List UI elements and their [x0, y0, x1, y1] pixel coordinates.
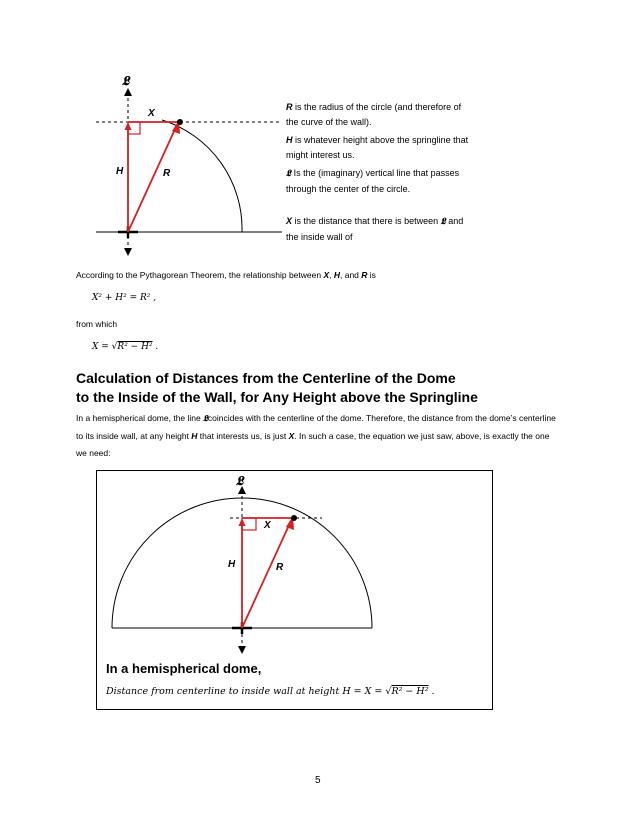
figure-2-label-h: H	[228, 559, 236, 570]
dome-wall-point	[291, 515, 297, 521]
wall-arc	[162, 120, 242, 232]
wall-point	[177, 119, 183, 125]
caption-equation: Distance from centerline to inside wall at height H = X = √R² − H² .	[106, 686, 435, 697]
note-l: 𝕷 Is the (imaginary) vertical line that passes through the center of the circle.	[286, 168, 460, 194]
note-r: R is the radius of the circle (and therefore of the curve of the wall).	[286, 102, 462, 127]
figure-2-label-x: X	[264, 520, 271, 531]
figure-2-label-r: R	[276, 562, 284, 573]
equation-pythagorean: X² + H² = R² ,	[92, 293, 157, 303]
figure-1-centerline-symbol: 𝕷	[122, 74, 130, 89]
caption-title: In a hemispherical dome,	[106, 661, 262, 676]
r-arrow	[128, 127, 176, 232]
figure-1-label-h: H	[116, 166, 124, 177]
figure-2-diagram	[0, 470, 638, 710]
dome-r-arrow	[242, 523, 290, 628]
centerline-arrow-up	[124, 88, 132, 96]
equation-x: X = √R² − H² .	[92, 342, 159, 352]
section-paragraph: In a hemispherical dome, the line 𝕷coincides with the centerline of the dome. Therefore, the distance from the dome’s centerline to its inside wall, at any height H that interests us, is just X. In such a case, the equation we just saw, above, is exactly the one we need:	[76, 413, 556, 458]
figure-1-label-r: R	[163, 168, 171, 179]
note-x: X is the distance that there is between 𝕷 and the inside wall of	[286, 216, 464, 242]
note-h: H is whatever height above the springline that might interest us.	[286, 135, 469, 160]
pythagorean-intro: According to the Pythagorean Theorem, the relationship between X, H, and R is	[76, 270, 376, 280]
from-which-text: from which	[76, 319, 118, 329]
section-heading-line-2: to the Inside of the Wall, for Any Height above the Springline	[76, 389, 478, 405]
section-heading-line-1: Calculation of Distances from the Centerline of the Dome	[76, 370, 456, 386]
figure-1-label-x: X	[148, 108, 155, 119]
centerline-arrow-down	[124, 248, 132, 256]
figure-2-centerline-symbol: 𝕷	[236, 474, 244, 489]
page-number: 5	[315, 775, 321, 786]
